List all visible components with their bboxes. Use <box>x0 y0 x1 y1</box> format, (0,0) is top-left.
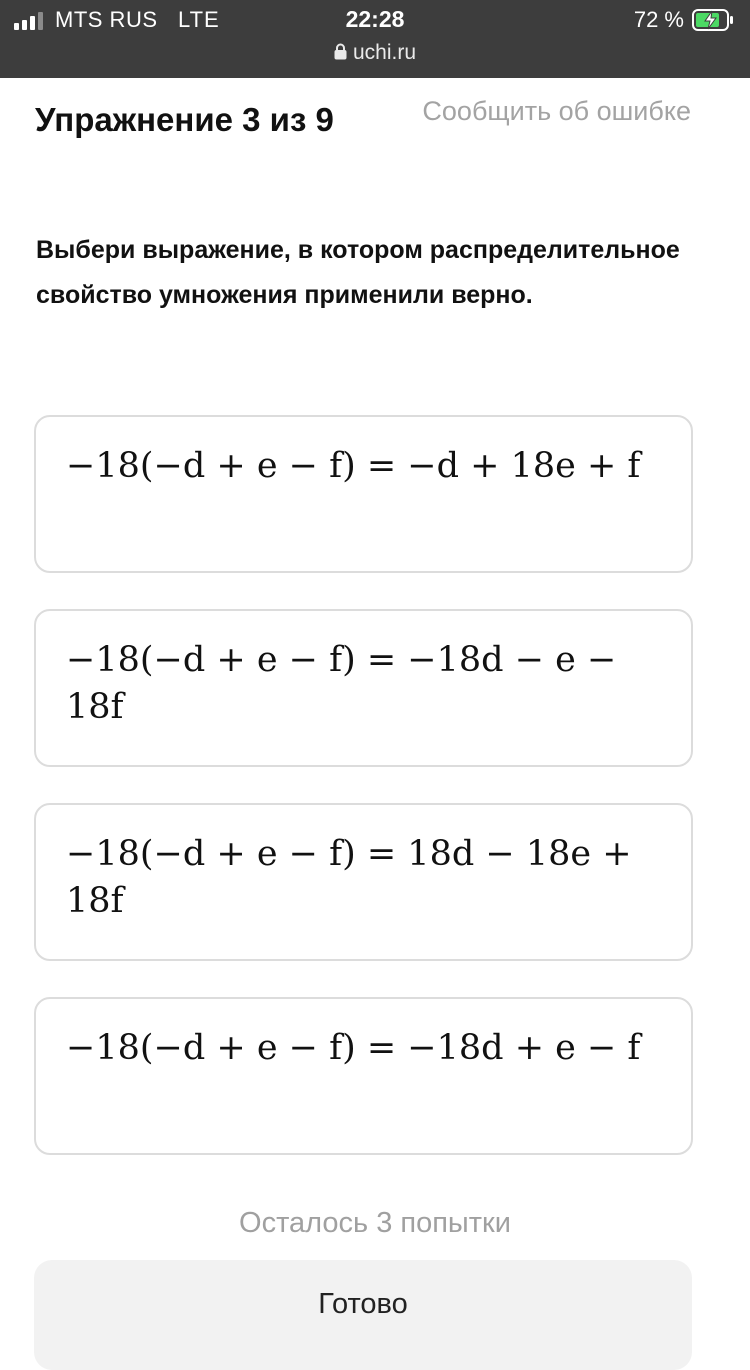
lock-icon <box>334 43 347 60</box>
url-text: uchi.ru <box>352 41 417 64</box>
answer-option-2[interactable] <box>34 609 693 767</box>
clock: 22:28 <box>345 6 405 32</box>
carrier-label: MTS RUS <box>55 7 158 32</box>
answer-option-1[interactable] <box>34 415 693 573</box>
option-expression: −18(−d + e − f) = −18d + e − f <box>66 1028 641 1068</box>
question-text: Выбери выражение, в котором распределительное свойство умножения применили верно. <box>36 236 680 309</box>
answer-option-3[interactable] <box>34 803 693 961</box>
option-expression: −18(−d + e − f) = 18d − 18e + 18f <box>66 834 632 921</box>
done-button[interactable]: Готово <box>34 1260 692 1370</box>
address-bar[interactable] <box>0 41 750 65</box>
status-bar <box>0 0 750 78</box>
battery-percent: 72 % <box>633 7 684 32</box>
attempts-remaining: Осталось 3 попытки <box>239 1207 511 1239</box>
option-expression: −18(−d + e − f) = −18d − e − 18f <box>66 640 617 727</box>
network-type: LTE <box>178 7 220 32</box>
answer-option-4[interactable] <box>34 997 693 1155</box>
battery-charging-icon <box>692 9 734 31</box>
option-expression: −18(−d + e − f) = −d + 18e + f <box>66 446 641 486</box>
exercise-title: Упражнение 3 из 9 <box>35 101 334 138</box>
report-error-link[interactable]: Сообщить об ошибке <box>422 96 691 126</box>
